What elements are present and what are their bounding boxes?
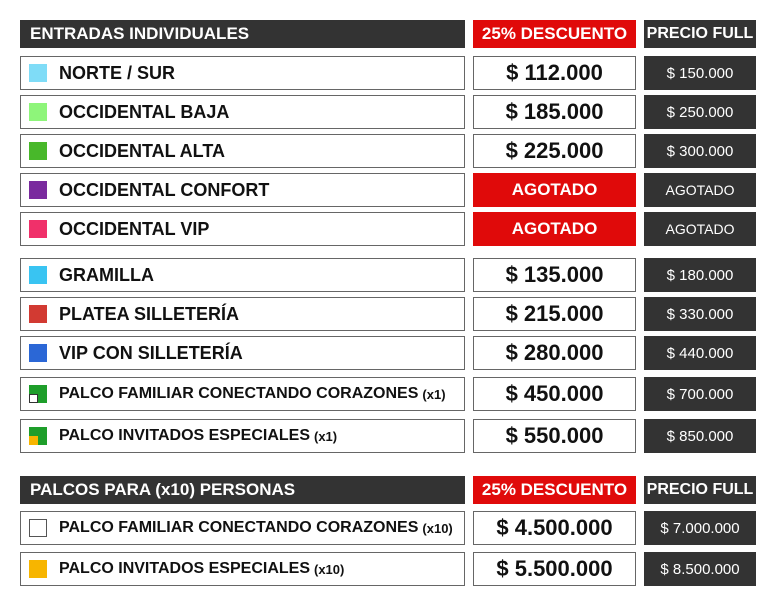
row-label: PALCO FAMILIAR CONECTANDO CORAZONES <box>59 385 419 402</box>
ticket-row-name <box>20 419 465 453</box>
discount-price: $ 4.500.000 <box>473 511 636 545</box>
row-label: OCCIDENTAL BAJA <box>59 101 230 122</box>
color-swatch <box>29 305 47 323</box>
ticket-row-name <box>20 511 465 545</box>
color-swatch <box>29 385 47 403</box>
full-price: $ 850.000 <box>644 419 756 453</box>
ticket-row-name <box>20 258 465 292</box>
full-price: $ 7.000.000 <box>644 511 756 545</box>
color-swatch <box>29 560 47 578</box>
discount-price: $ 215.000 <box>473 297 636 331</box>
sold-out-badge: AGOTADO <box>473 212 636 246</box>
full-price-header: PRECIO FULL <box>644 476 756 504</box>
ticket-row-name <box>20 95 465 129</box>
section-title: ENTRADAS INDIVIDUALES <box>20 20 465 48</box>
ticket-row-name <box>20 336 465 370</box>
row-label: PALCO INVITADOS ESPECIALES <box>59 427 310 444</box>
color-swatch <box>29 103 47 121</box>
ticket-row-name <box>20 134 465 168</box>
discount-header: 25% DESCUENTO <box>473 20 636 48</box>
discount-price: $ 135.000 <box>473 258 636 292</box>
row-label: OCCIDENTAL VIP <box>59 218 210 239</box>
color-swatch <box>29 220 47 238</box>
row-label: PALCO FAMILIAR CONECTANDO CORAZONES <box>59 519 419 536</box>
row-label: OCCIDENTAL CONFORT <box>59 179 270 200</box>
discount-price: $ 112.000 <box>473 56 636 90</box>
row-quantity: (x10) <box>314 561 345 577</box>
full-price: $ 700.000 <box>644 377 756 411</box>
row-label: GRAMILLA <box>59 264 154 285</box>
discount-header: 25% DESCUENTO <box>473 476 636 504</box>
ticket-row-name <box>20 173 465 207</box>
row-label: PLATEA SILLETERÍA <box>59 303 239 324</box>
full-price: $ 180.000 <box>644 258 756 292</box>
color-swatch <box>29 64 47 82</box>
ticket-row-name <box>20 297 465 331</box>
row-label: OCCIDENTAL ALTA <box>59 140 225 161</box>
ticket-row-name <box>20 552 465 586</box>
full-price: AGOTADO <box>644 212 756 246</box>
color-swatch <box>29 519 47 537</box>
full-price-header: PRECIO FULL <box>644 20 756 48</box>
row-label: NORTE / SUR <box>59 62 176 83</box>
full-price: $ 150.000 <box>644 56 756 90</box>
section-title: PALCOS PARA (x10) PERSONAS <box>20 476 465 504</box>
swatch-inner <box>29 394 38 403</box>
full-price: $ 250.000 <box>644 95 756 129</box>
color-swatch <box>29 344 47 362</box>
color-swatch <box>29 142 47 160</box>
sold-out-badge: AGOTADO <box>473 173 636 207</box>
discount-price: $ 225.000 <box>473 134 636 168</box>
discount-price: $ 5.500.000 <box>473 552 636 586</box>
color-swatch <box>29 181 47 199</box>
full-price: $ 8.500.000 <box>644 552 756 586</box>
row-quantity: (x1) <box>422 386 446 402</box>
full-price: $ 440.000 <box>644 336 756 370</box>
row-label: PALCO INVITADOS ESPECIALES <box>59 560 310 577</box>
row-quantity: (x1) <box>314 428 338 444</box>
color-swatch <box>29 266 47 284</box>
ticket-row-name <box>20 212 465 246</box>
ticket-row-name <box>20 377 465 411</box>
color-swatch <box>29 427 47 445</box>
discount-price: $ 185.000 <box>473 95 636 129</box>
full-price: $ 300.000 <box>644 134 756 168</box>
discount-price: $ 280.000 <box>473 336 636 370</box>
discount-price: $ 450.000 <box>473 377 636 411</box>
ticket-row-name <box>20 56 465 90</box>
row-label: VIP CON SILLETERÍA <box>59 342 243 363</box>
swatch-inner <box>29 436 38 445</box>
row-quantity: (x10) <box>422 520 453 536</box>
full-price: $ 330.000 <box>644 297 756 331</box>
full-price: AGOTADO <box>644 173 756 207</box>
discount-price: $ 550.000 <box>473 419 636 453</box>
